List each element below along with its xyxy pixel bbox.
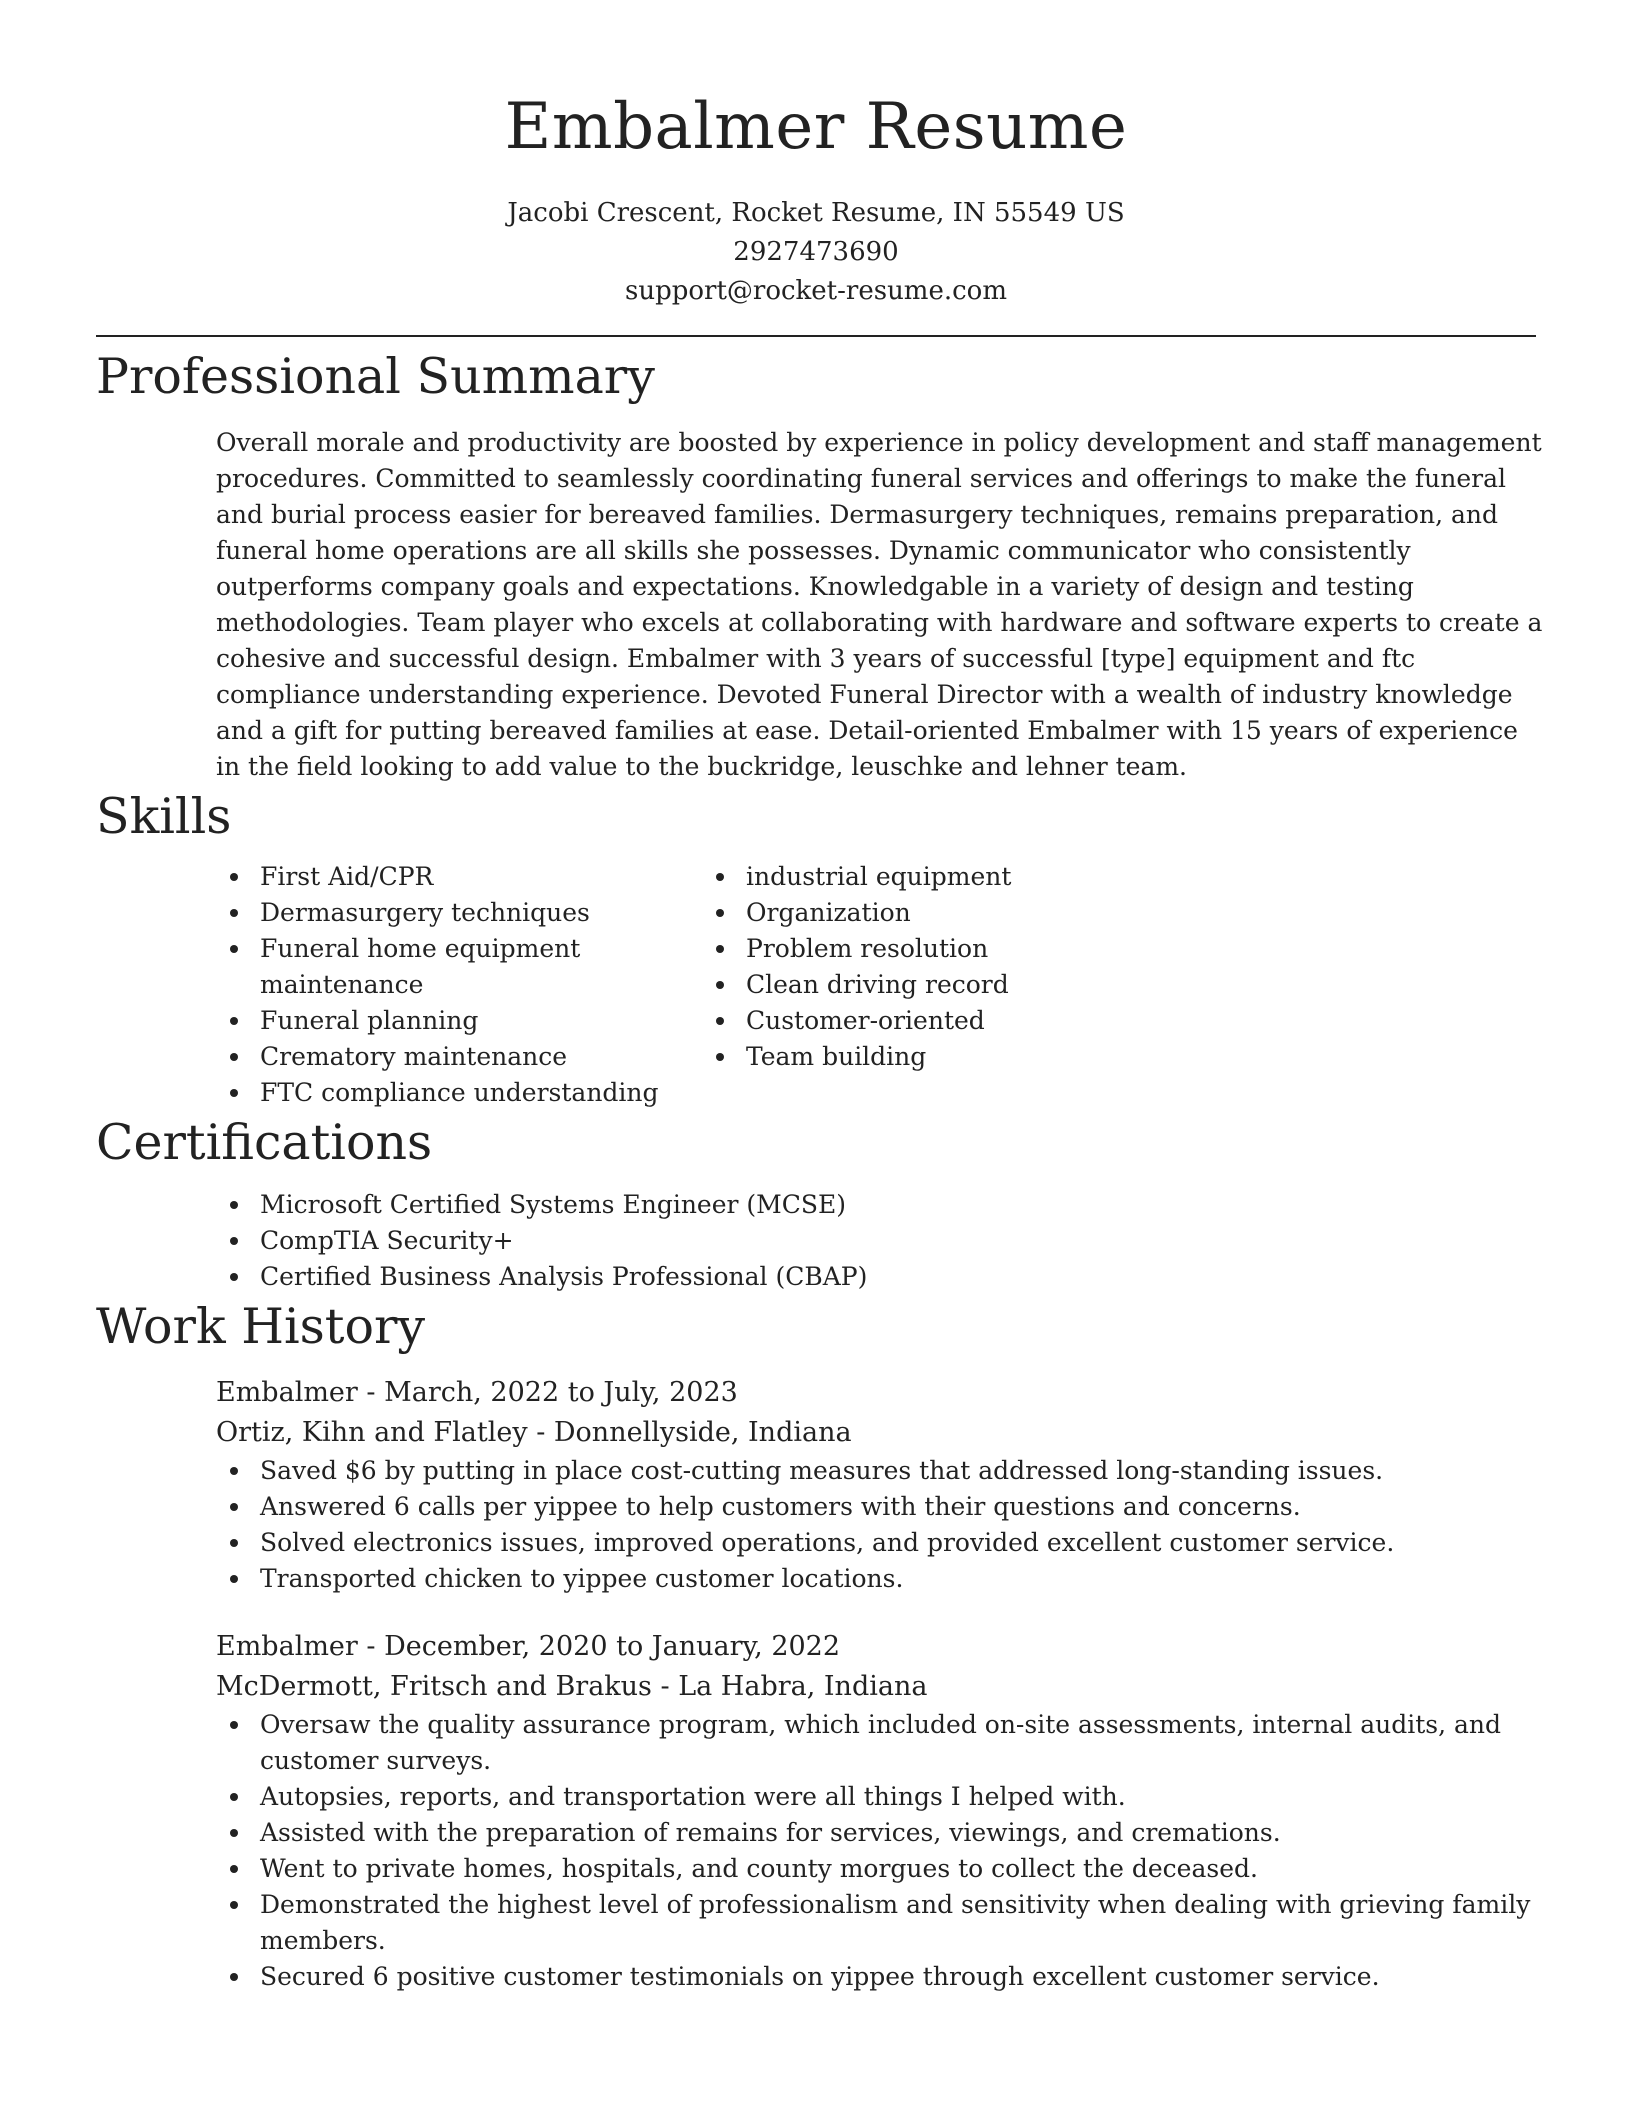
skills-list-left (96, 859, 746, 1111)
header-divider (96, 335, 1536, 337)
job-duty-item: Answered 6 calls per yippee to help customers with their questions and concerns. (260, 1489, 1560, 1525)
skill-item: FTC compliance understanding (260, 1075, 746, 1111)
resume-title: Embalmer Resume (504, 90, 1128, 164)
certification-item: Microsoft Certified Systems Engineer (MCSE) (260, 1187, 1536, 1223)
contact-address: Jacobi Crescent, Rocket Resume, IN 55549 US (507, 198, 1125, 228)
certification-item: CompTIA Security+ (260, 1223, 1536, 1259)
skill-item: First Aid/CPR (260, 859, 746, 895)
skills-list-right (746, 859, 1011, 1075)
summary-heading: Professional Summary (96, 348, 655, 405)
job-duty-item: Went to private homes, hospitals, and county morgues to collect the deceased. (260, 1851, 1560, 1887)
job-company-location: McDermott, Fritsch and Brakus - La Habra, Indiana (216, 1671, 928, 1702)
job-entry (216, 1627, 1536, 1995)
job-duty-item: Autopsies, reports, and transportation were all things I helped with. (260, 1779, 1560, 1815)
skill-item: Customer-oriented (746, 1003, 1011, 1039)
skill-item: Dermasurgery techniques (260, 895, 746, 931)
skills-column-right (746, 859, 1011, 1111)
job-duty-item: Saved $6 by putting in place cost-cutting measures that addressed long-standing issues. (260, 1453, 1560, 1489)
contact-email: support@rocket-resume.com (624, 276, 1007, 306)
job-entry (216, 1373, 1536, 1597)
skill-item: Clean driving record (746, 967, 1011, 1003)
skill-item: industrial equipment (746, 859, 1011, 895)
job-duty-item: Assisted with the preparation of remains for services, viewings, and cremations. (260, 1815, 1560, 1851)
skills-columns (96, 859, 1536, 1111)
job-title-dates: Embalmer - March, 2022 to July, 2023 (216, 1377, 738, 1408)
skill-item: Crematory maintenance (260, 1039, 746, 1075)
job-duty-item: Oversaw the quality assurance program, which included on-site assessments, internal audits, and customer surveys. (260, 1707, 1560, 1779)
job-duties-list (216, 1707, 1560, 1995)
contact-phone: 2927473690 (733, 237, 899, 267)
certifications-heading: Certifications (96, 1114, 433, 1171)
job-company-location: Ortiz, Kihn and Flatley - Donnellyside, Indiana (216, 1417, 852, 1448)
job-duty-item: Demonstrated the highest level of professionalism and sensitivity when dealing with grieving family members. (260, 1887, 1560, 1959)
work-history-heading: Work History (96, 1298, 426, 1355)
skill-item: Team building (746, 1039, 1011, 1075)
resume-page (96, 0, 1543, 1995)
job-duties-list (216, 1453, 1560, 1597)
job-duty-item: Solved electronics issues, improved operations, and provided excellent customer service. (260, 1525, 1560, 1561)
resume-header (96, 0, 1536, 311)
certifications-list (96, 1187, 1536, 1295)
job-duty-item: Secured 6 positive customer testimonials on yippee through excellent customer service. (260, 1959, 1560, 1995)
skills-heading: Skills (96, 788, 232, 845)
contact-block (96, 194, 1536, 311)
skills-column-left (96, 859, 746, 1111)
job-duty-item: Transported chicken to yippee customer locations. (260, 1561, 1560, 1597)
skill-item: Organization (746, 895, 1011, 931)
certification-item: Certified Business Analysis Professional (CBAP) (260, 1259, 1536, 1295)
summary-text: Overall morale and productivity are boosted by experience in policy development and staff management procedures. Committed to seamlessly coordinating funeral services and offerings to make the funeral and burial process easier for bereaved families. Dermasurgery techniques, remains preparation, and funeral home operations are all skills she possesses. Dynamic communicator who consistently outperforms company goals and expectations. Knowledgable in a variety of design and testing methodologies. Team player who excels at collaborating with hardware and software experts to create a cohesive and successful design. Embalmer with 3 years of successful [type] equipment and ftc compliance understanding experience. Devoted Funeral Director with a wealth of industry knowledge and a gift for putting bereaved families at ease. Detail-oriented Embalmer with 15 years of experience in the field looking to add value to the buckridge, leuschke and lehner team. (216, 428, 1543, 781)
skill-item: Funeral home equipment maintenance (260, 931, 746, 1003)
job-title-dates: Embalmer - December, 2020 to January, 2022 (216, 1631, 841, 1662)
skill-item: Problem resolution (746, 931, 1011, 967)
skill-item: Funeral planning (260, 1003, 746, 1039)
